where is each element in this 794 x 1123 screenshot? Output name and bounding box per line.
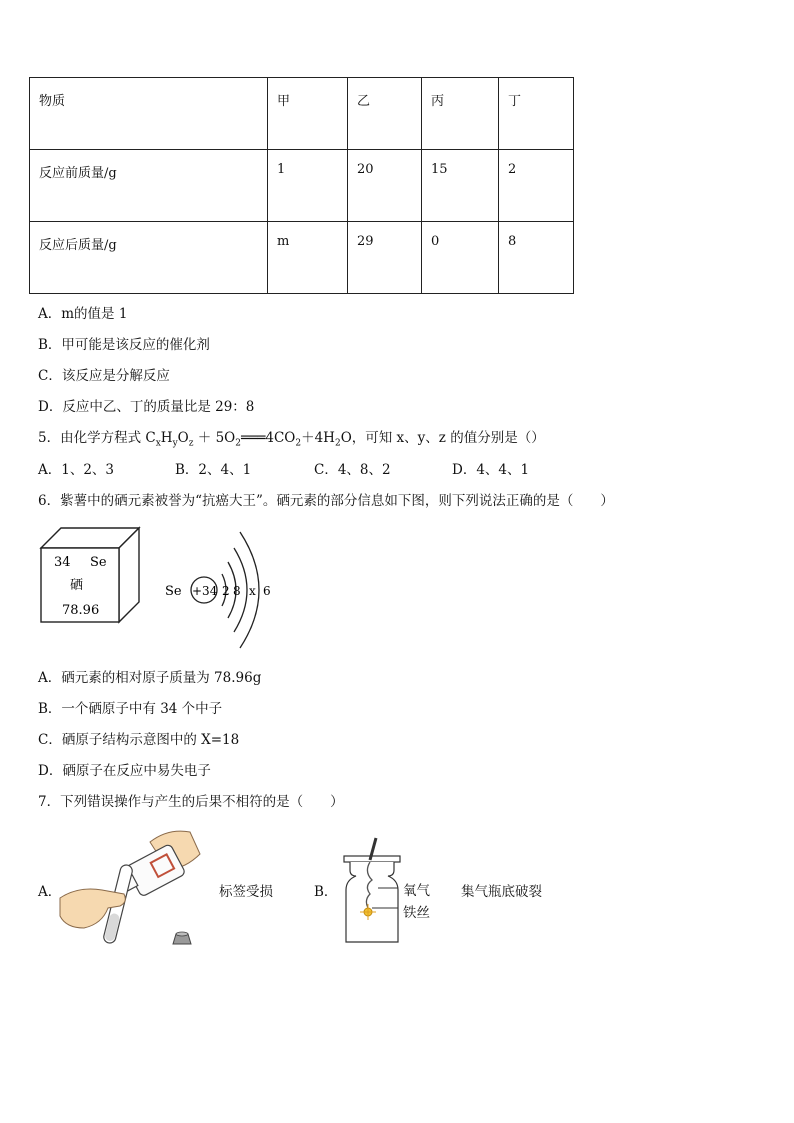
- table-cell: 2: [499, 150, 574, 222]
- q6-option-a: A．硒元素的相对原子质量为 78.96g: [38, 670, 262, 686]
- table-row: [30, 78, 574, 150]
- formula-subscript: x: [155, 438, 161, 449]
- q6-option-d: D．硒原子在反应中易失电子: [38, 763, 211, 779]
- q5-option-d: D．4、4、1: [452, 462, 530, 478]
- table-cell: 丁: [499, 78, 574, 150]
- table-cell: 反应前质量/g: [30, 150, 268, 222]
- q6-stem: 6．紫薯中的硒元素被誉为“抗癌大王”。硒元素的部分信息如下图，则下列说法正确的是（ ）: [38, 493, 614, 509]
- gas-jar-iron-wire-illustration: [340, 836, 452, 948]
- formula-part: O: [177, 430, 189, 446]
- q5-option-c: C．4、8、2: [314, 462, 391, 478]
- atom-symbol: Se: [165, 584, 182, 599]
- table-cell: 20: [348, 150, 422, 222]
- q7-option-a-label: A．: [38, 884, 62, 900]
- shell-electrons: 8: [233, 584, 241, 598]
- table-cell: 15: [422, 150, 499, 222]
- shell-electrons: 2: [222, 584, 230, 598]
- element-mass: 78.96: [62, 603, 100, 618]
- q4-option-b: B．甲可能是该反应的催化剂: [38, 337, 210, 353]
- table-cell: 0: [422, 222, 499, 294]
- formula-subscript: z: [188, 438, 194, 449]
- shell-electrons: x: [249, 584, 256, 598]
- table-cell: 甲: [268, 78, 348, 150]
- q5-option-b: B．2、4、1: [175, 462, 252, 478]
- formula-part: ═══4CO: [240, 430, 296, 446]
- q5-suffix: O，可知 x、y、z 的值分别是（）: [340, 430, 545, 446]
- table-cell: 1: [268, 150, 348, 222]
- table-cell: m: [268, 222, 348, 294]
- table-cell: 乙: [348, 78, 422, 150]
- table-cell: 8: [499, 222, 574, 294]
- table-cell: 物质: [30, 78, 268, 150]
- table-row: [30, 222, 574, 294]
- formula-part: H: [160, 430, 173, 446]
- q7-option-b-result: 集气瓶底破裂: [461, 884, 542, 900]
- table-cell: 29: [348, 222, 422, 294]
- q5-stem: [38, 426, 545, 449]
- element-number: 34: [54, 555, 71, 570]
- formula-part: ＋4H: [301, 430, 335, 446]
- q4-option-c: C．该反应是分解反应: [38, 368, 170, 384]
- element-cell-figure: [36, 526, 146, 626]
- q4-option-d: D．反应中乙、丁的质量比是 29：8: [38, 399, 255, 415]
- q6-option-c: C．硒原子结构示意图中的 X=18: [38, 732, 240, 748]
- mass-table: [29, 77, 574, 294]
- nucleus-charge: +34: [192, 584, 218, 598]
- q7-option-b-label: B．: [314, 884, 338, 900]
- shell-electrons: 6: [263, 584, 271, 598]
- atom-structure-diagram: [160, 528, 280, 652]
- element-name: 硒: [70, 578, 84, 593]
- table-cell: 反应后质量/g: [30, 222, 268, 294]
- formula-subscript: 2: [295, 438, 302, 449]
- q7-stem: 7．下列错误操作与产生的后果不相符的是（ ）: [38, 794, 344, 810]
- q4-option-a: A．m的值是 1: [38, 306, 128, 322]
- formula-subscript: y: [172, 438, 178, 449]
- pouring-liquid-illustration: [58, 824, 208, 952]
- q6-option-b: B．一个硒原子中有 34 个中子: [38, 701, 223, 717]
- oxygen-label: 氧气: [403, 883, 430, 899]
- formula-part: ＋ 5O: [193, 430, 236, 446]
- formula-subscript: 2: [334, 438, 341, 449]
- q5-option-a: A．1、2、3: [38, 462, 115, 478]
- q5-prefix: 5．由化学方程式 C: [38, 430, 156, 446]
- element-symbol: Se: [90, 555, 107, 570]
- q7-option-a-result: 标签受损: [219, 884, 273, 900]
- table-cell: 丙: [422, 78, 499, 150]
- iron-wire-label: 铁丝: [403, 905, 430, 921]
- table-row: [30, 150, 574, 222]
- formula-subscript: 2: [235, 438, 241, 449]
